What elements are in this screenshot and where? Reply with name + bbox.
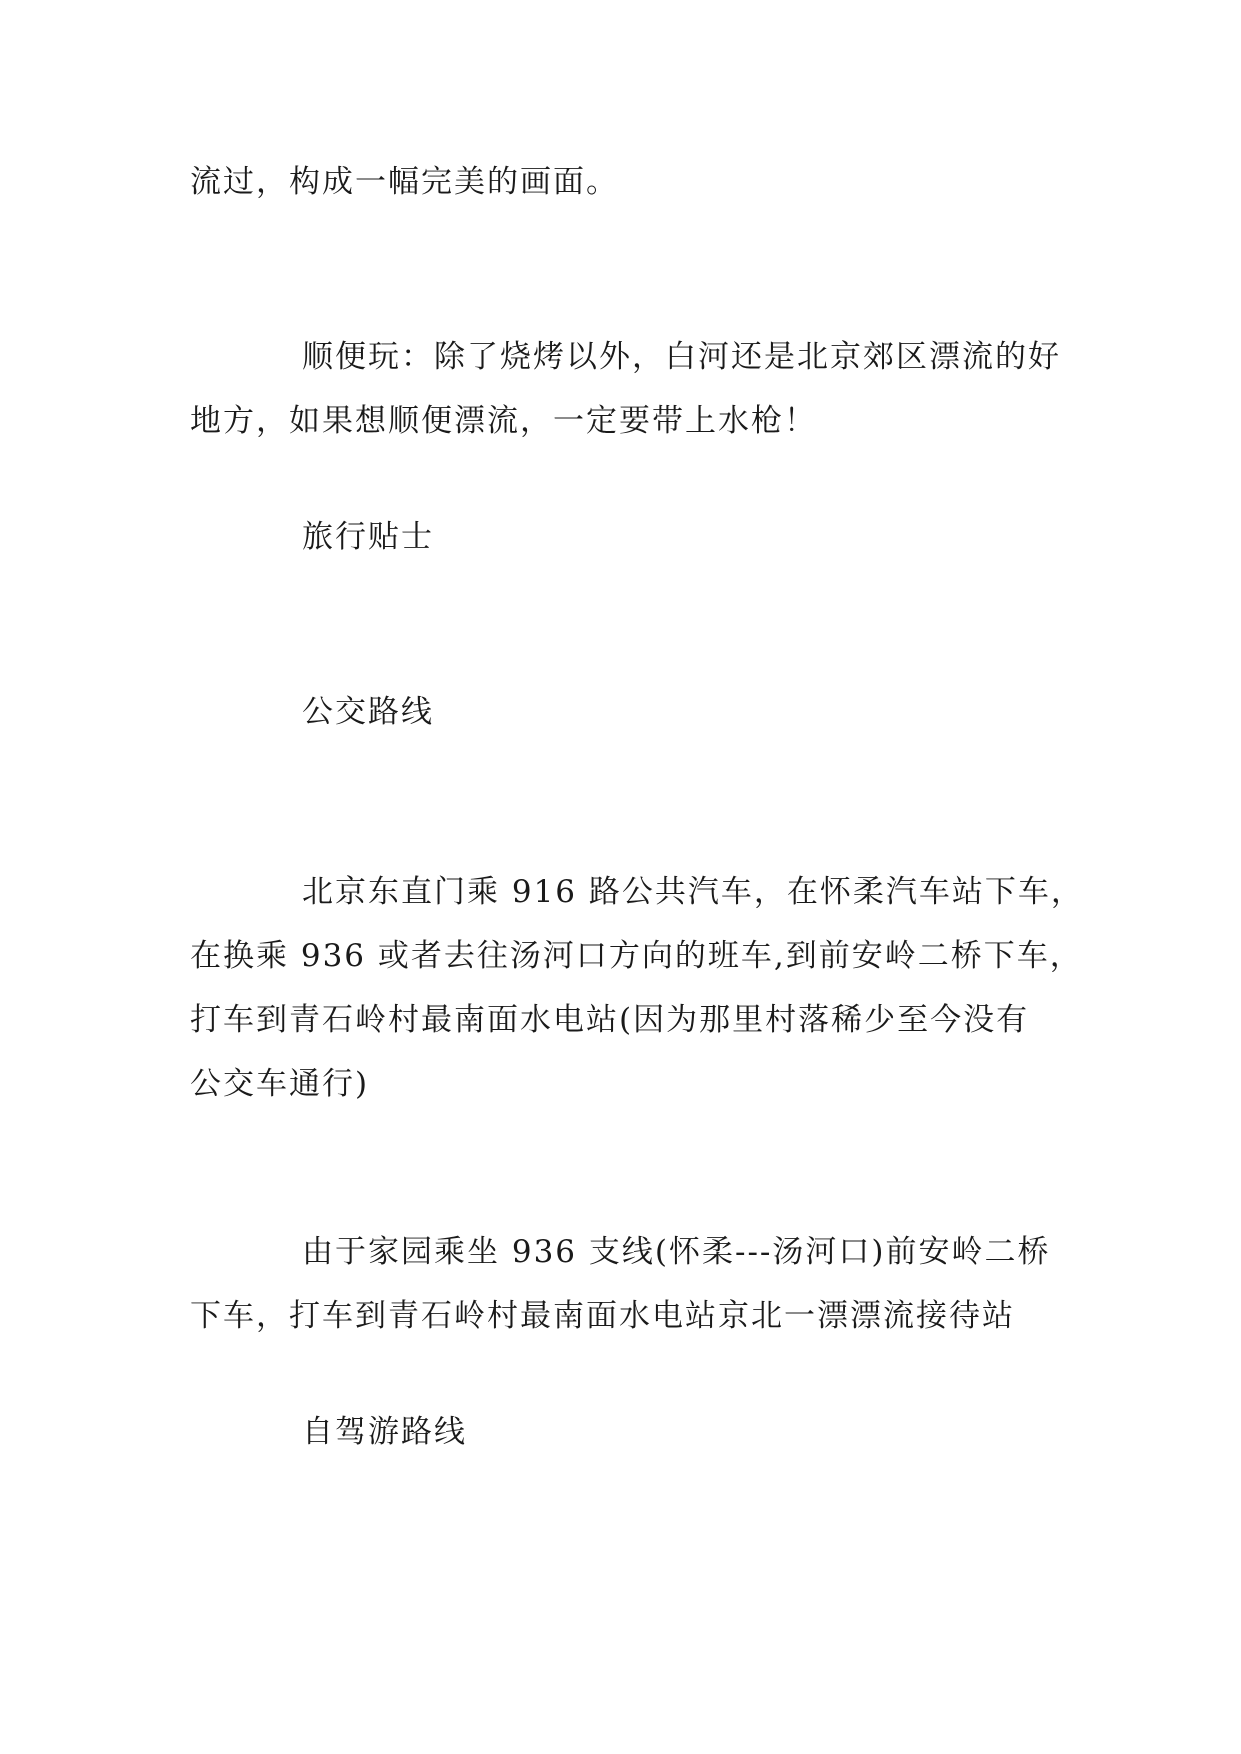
paragraph-shunbian bbox=[190, 325, 1060, 453]
text-line: 公交车通行) bbox=[190, 1066, 370, 1102]
paragraph-bus-route-1 bbox=[190, 860, 1084, 1116]
heading-drive-route bbox=[190, 1400, 1060, 1464]
heading-bus-route bbox=[190, 680, 1060, 744]
text-line: 下车，打车到青石岭村最南面水电站京北一漂漂流接待站 bbox=[190, 1298, 1015, 1334]
text-line: 地方，如果想顺便漂流，一定要带上水枪！ bbox=[190, 403, 817, 439]
text-line: 打车到青石岭村最南面水电站(因为那里村落稀少至今没有 bbox=[190, 1002, 1030, 1038]
text-line: 在换乘 936 或者去往汤河口方向的班车,到前安岭二桥下车， bbox=[190, 938, 1083, 974]
text-line: 顺便玩：除了烧烤以外，白河还是北京郊区漂流的好 bbox=[302, 339, 1061, 375]
text-line: 自驾游路线 bbox=[302, 1414, 467, 1450]
text-line: 公交路线 bbox=[302, 694, 434, 730]
paragraph-flow bbox=[190, 150, 1060, 214]
text-line: 流过，构成一幅完美的画面。 bbox=[190, 164, 619, 200]
text-line: 旅行贴士 bbox=[302, 519, 434, 555]
text-line: 北京东直门乘 916 路公共汽车，在怀柔汽车站下车， bbox=[302, 874, 1084, 910]
heading-travel-tips bbox=[190, 505, 1060, 569]
paragraph-bus-route-2 bbox=[190, 1220, 1060, 1348]
text-line: 由于家园乘坐 936 支线(怀柔---汤河口)前安岭二桥 bbox=[302, 1234, 1051, 1270]
